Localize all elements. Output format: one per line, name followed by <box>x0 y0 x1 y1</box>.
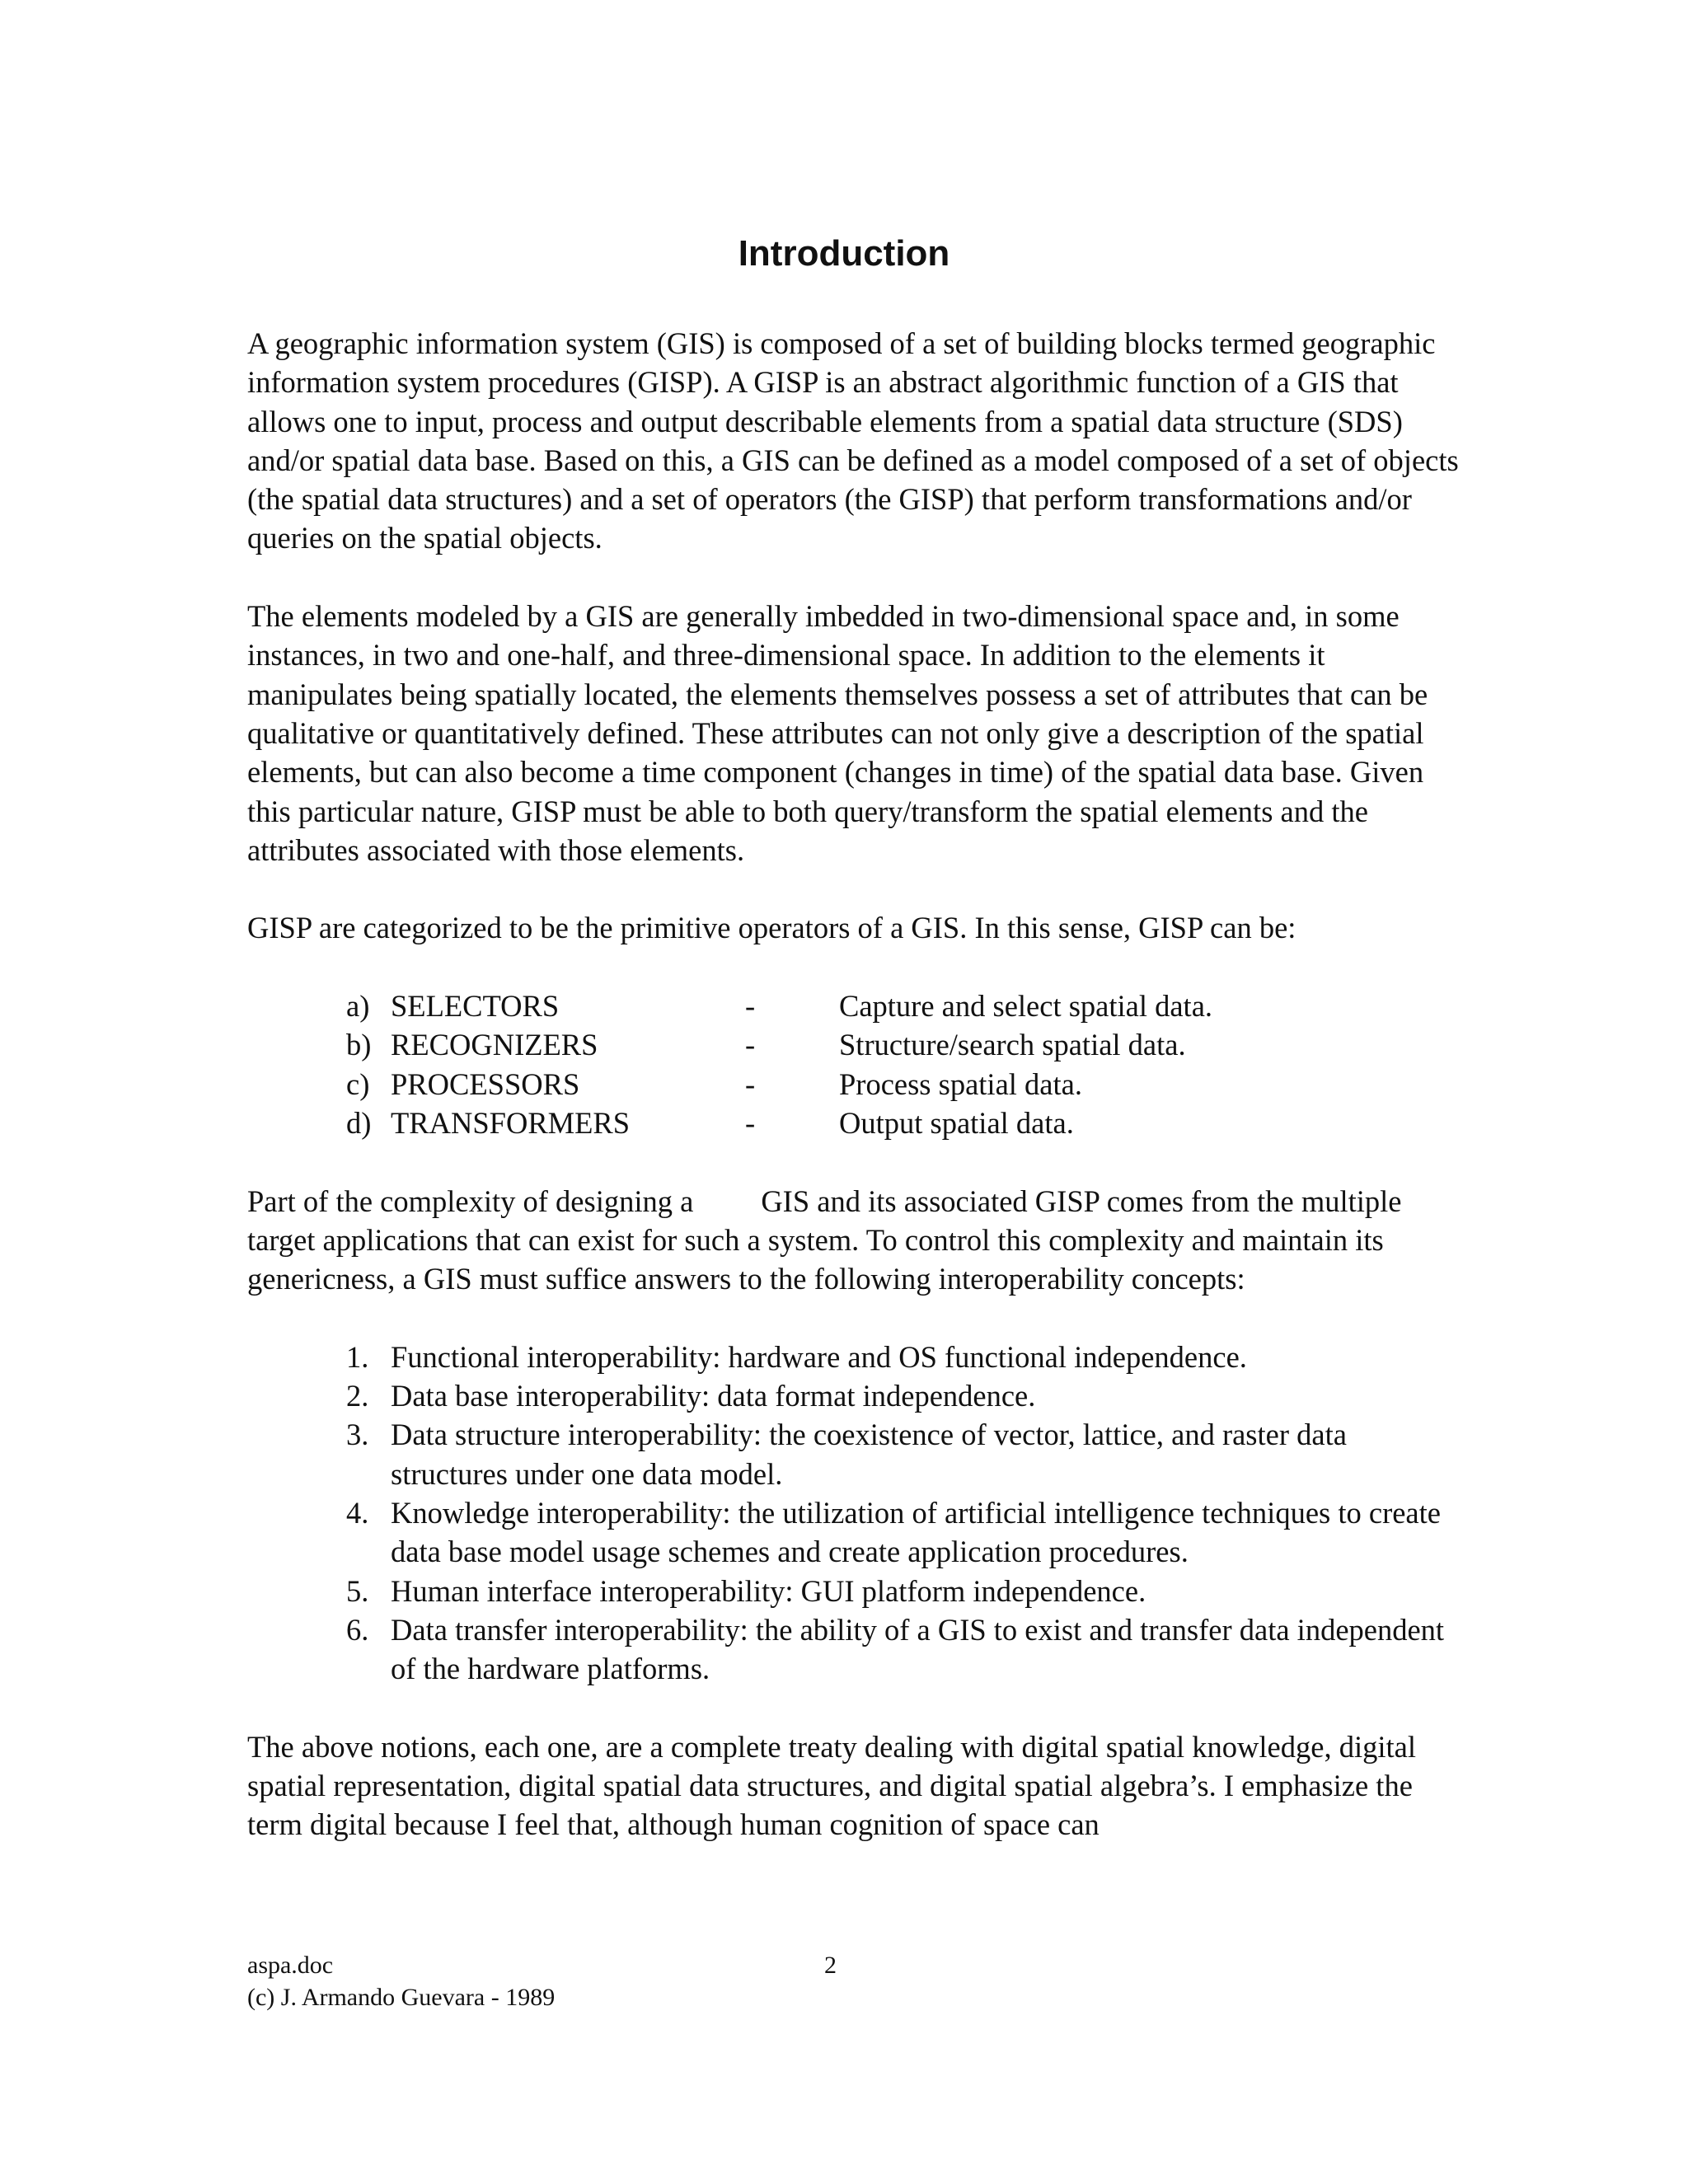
item-text: Functional interoperability: hardware and OS functional independence. <box>391 1339 1247 1374</box>
category-item <box>247 1104 1467 1142</box>
category-dash: - <box>745 1066 756 1101</box>
category-name: SELECTORS <box>391 989 560 1024</box>
paragraph-gisp-categories-intro: GISP are categorized to be the primitive operators of a GIS. In this sense, GISP can be: <box>247 911 1296 945</box>
interoperability-item <box>346 1376 1467 1415</box>
category-dash: - <box>745 1028 756 1062</box>
interoperability-list <box>247 1338 1467 1689</box>
item-number: 2. <box>346 1379 369 1413</box>
category-dash: - <box>745 989 756 1024</box>
item-number: 1. <box>346 1339 369 1374</box>
paragraph-closing: The above notions, each one, are a complete treaty dealing with digital spatial knowledge, digital spatial representation, digital spatial data structures, and digital spatial algebra’s. I emphasize the term digital because I feel that, although human cognition of space can <box>247 1729 1416 1842</box>
category-dash: - <box>745 1105 756 1140</box>
item-number: 4. <box>346 1495 369 1530</box>
item-text: Data transfer interoperability: the ability of a GIS to exist and transfer data independent of the hardware platforms. <box>391 1612 1445 1686</box>
paragraph-complexity <box>247 1182 1467 1299</box>
complexity-text-part2: GIS and its associated GISP comes from the multiple target applications that can exist for such a system. To control this complexity and maintain its genericness, a GIS must suffice answers to the following interoperability concepts: <box>247 1183 1402 1296</box>
item-number: 6. <box>346 1612 369 1647</box>
category-description: Capture and select spatial data. <box>839 989 1213 1024</box>
interoperability-item <box>346 1415 1467 1493</box>
category-item <box>247 1065 1467 1104</box>
body-content <box>247 324 1467 1844</box>
category-letter: c) <box>346 1066 370 1101</box>
category-letter: d) <box>346 1105 372 1140</box>
footer-filename: aspa.doc <box>247 1952 334 1979</box>
item-text: Data structure interoperability: the coexistence of vector, lattice, and raster data structures under one data model. <box>391 1418 1347 1491</box>
category-description: Structure/search spatial data. <box>839 1028 1186 1062</box>
item-number: 5. <box>346 1573 369 1608</box>
category-item <box>247 1025 1467 1064</box>
paragraph-gis-definition: A geographic information system (GIS) is composed of a set of building blocks termed geographic information system procedures (GISP). A GISP is an abstract algorithmic function of a GIS that allows one to input, process and output describable elements from a spatial data structure (SDS) and/or spatial data base. Based on this, a GIS can be defined as a model composed of a set of objects (the spatial data structures) and a set of operators (the GISP) that perform transformations and/or queries on the spatial objects. <box>247 326 1459 555</box>
footer-page-number: 2 <box>824 1952 837 1979</box>
category-name: RECOGNIZERS <box>391 1028 598 1062</box>
item-number: 3. <box>346 1418 369 1452</box>
category-letter: a) <box>346 989 370 1024</box>
paragraph-gis-elements: The elements modeled by a GIS are generally imbedded in two-dimensional space and, in some instances, in two and one-half, and three-dimensional space. In addition to the elements it manipulates being spatially located, the elements themselves possess a set of attributes that can be qualitative or quantitatively defined. These attributes can not only give a description of the spatial elements, but can also become a time component (changes in time) of the spatial data base. Given this particular nature, GISP must be able to both query/transform the spatial elements and the attributes associated with those elements. <box>247 599 1428 867</box>
category-description: Process spatial data. <box>839 1066 1082 1101</box>
category-name: TRANSFORMERS <box>391 1105 631 1140</box>
category-letter: b) <box>346 1028 372 1062</box>
interoperability-item <box>346 1493 1467 1572</box>
category-name: PROCESSORS <box>391 1066 580 1101</box>
item-text: Knowledge interoperability: the utilization of artificial intelligence techniques to create data base model usage schemes and create application procedures. <box>391 1495 1441 1569</box>
gisp-category-list <box>247 987 1467 1142</box>
category-description: Output spatial data. <box>839 1105 1074 1140</box>
interoperability-item <box>346 1572 1467 1610</box>
item-text: Human interface interoperability: GUI platform independence. <box>391 1573 1146 1608</box>
page-title: Introduction <box>738 233 950 274</box>
interoperability-item <box>346 1610 1467 1689</box>
category-item <box>247 987 1467 1025</box>
interoperability-item <box>346 1338 1467 1376</box>
complexity-text-part1: Part of the complexity of designing a <box>247 1183 694 1218</box>
footer-copyright: (c) J. Armando Guevara - 1989 <box>247 1984 556 2011</box>
item-text: Data base interoperability: data format independence. <box>391 1379 1036 1413</box>
